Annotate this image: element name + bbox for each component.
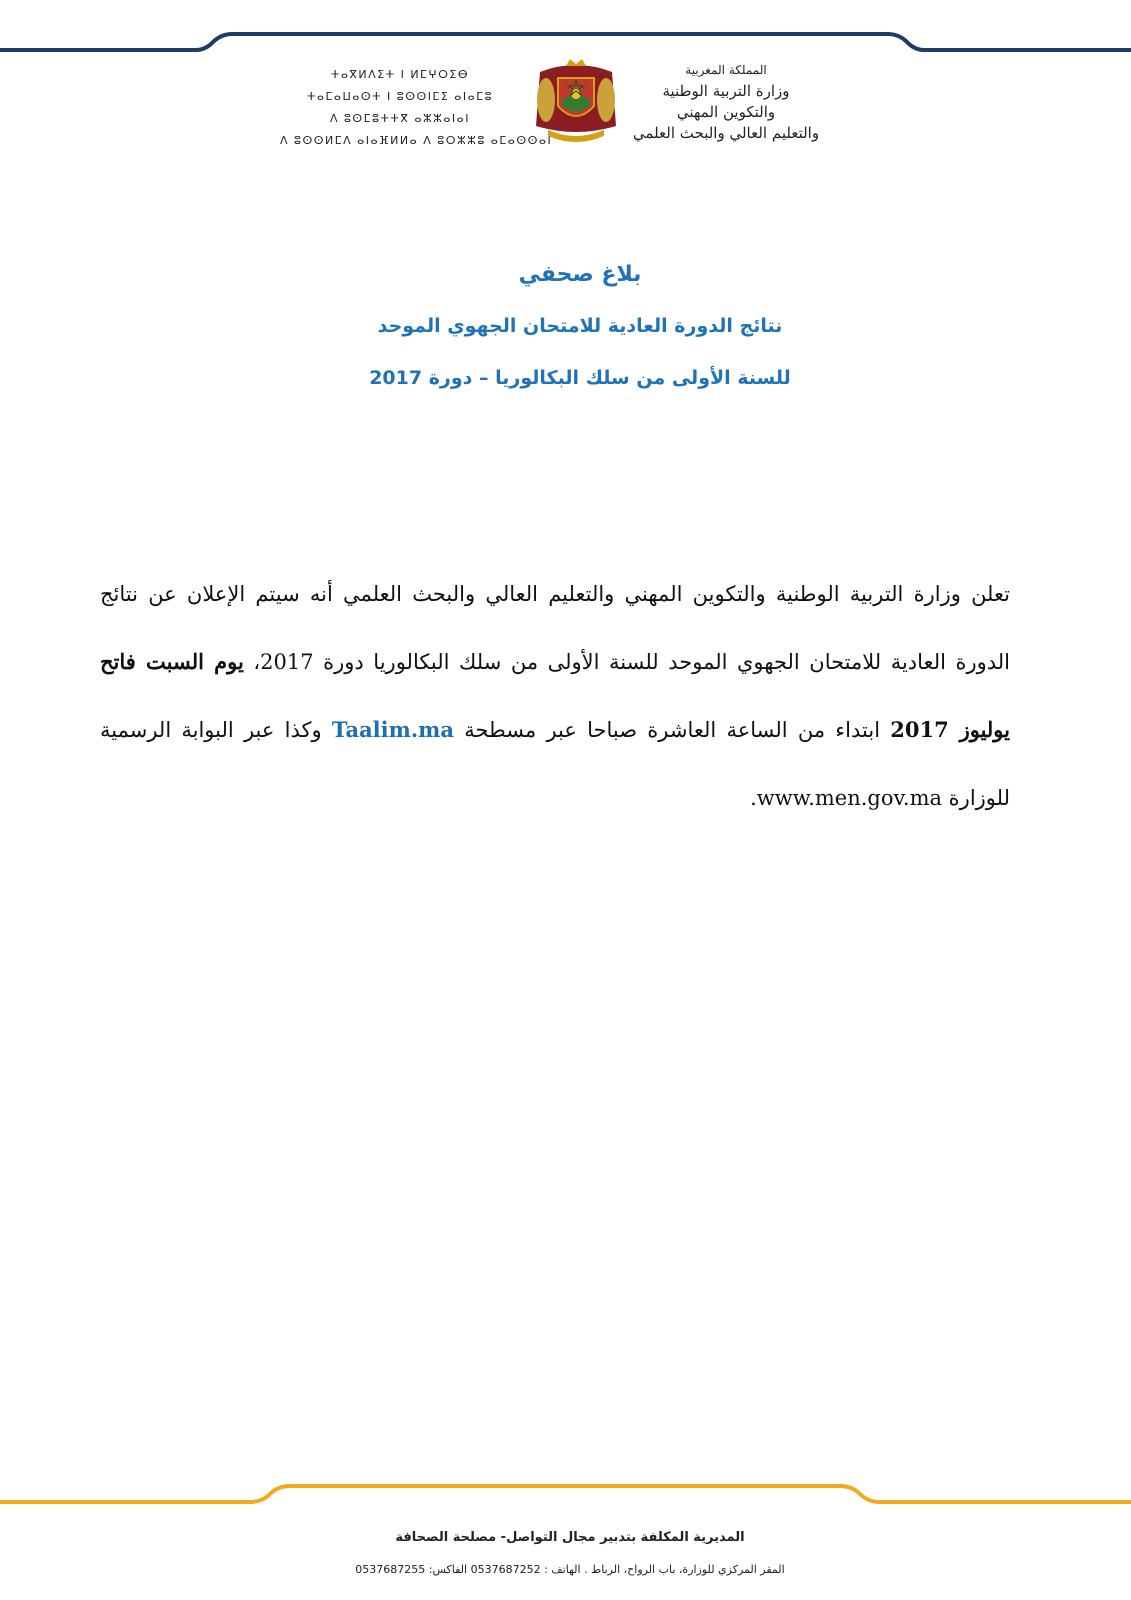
tifinagh-line: ⴷ ⵓⵙⵙⵍⵎⴷ ⴰⵏⴰⴼⵍⵍⴰ ⴷ ⵓⵔⵣⵣⵓ ⴰⵎⴰⵙⵙⴰⵏ bbox=[280, 134, 553, 147]
page-title: بلاغ صحفي bbox=[518, 262, 642, 287]
announcement-text: وكذا عبر البوابة الرسمية للوزارة bbox=[100, 718, 1010, 810]
footer-department: المديرية المكلفة بتدبير مجال التواصل- مصلحة الصحافة bbox=[395, 1530, 745, 1545]
announcement-date: يوم السبت فاتح يوليوز 2017 bbox=[100, 649, 1010, 742]
announcement-text: ابتداء من الساعة العاشرة صباحا عبر مسطحة bbox=[454, 718, 891, 742]
announcement-text: تعلن وزارة التربية الوطنية والتكوين المهني والتعليم العالي والبحث العلمي أنه سيتم الإعلان عن نتائج الدورة العادية للامتحان الجهوي الموحد للسنة الأولى من سلك البكالوريا دورة 2017، bbox=[100, 582, 1011, 674]
announcement-text: . bbox=[750, 786, 757, 810]
press-release-title-block bbox=[200, 250, 960, 404]
taalim-platform-link[interactable]: Taalim.ma bbox=[331, 717, 454, 742]
kingdom-name: المملكة المغربية bbox=[685, 63, 767, 77]
footer-address-phone: المقر المركزي للوزارة، باب الرواح، الرباط . الهاتف : 0537687252 الفاكس: 0537687255 bbox=[355, 1563, 785, 1576]
announcement-paragraph bbox=[100, 560, 1010, 832]
footer-rule bbox=[0, 1470, 1131, 1510]
tifinagh-line: ⴷ ⵓⵙⵎⵓⵜⵜⴳ ⴰⵣⵣⴰⵏⴰⵏ bbox=[329, 112, 471, 125]
ministry-line: والتعليم العالي والبحث العلمي bbox=[632, 124, 820, 142]
ministry-name-arabic bbox=[606, 60, 846, 144]
footer-contact-block bbox=[300, 1526, 840, 1582]
ministry-line: والتكوين المهني bbox=[676, 103, 776, 121]
ministry-name-tifinagh bbox=[280, 64, 553, 152]
tifinagh-line: ⵜⴰⴳⵍⴷⵉⵜ ⵏ ⵍⵎⵖⵔⵉⴱ bbox=[330, 68, 470, 81]
subtitle-session: للسنة الأولى من سلك البكالوريا – دورة 2017 bbox=[369, 367, 791, 389]
ministry-line: وزارة التربية الوطنية bbox=[662, 82, 790, 100]
tifinagh-line: ⵜⴰⵎⴰⵡⴰⵙⵜ ⵏ ⵓⵙⵙⵏⵎⵉ ⴰⵏⴰⵎⵓ bbox=[306, 90, 494, 103]
subtitle-results: نتائج الدورة العادية للامتحان الجهوي الموحد bbox=[377, 315, 783, 337]
ministry-portal-link[interactable]: www.men.gov.ma bbox=[756, 786, 942, 810]
